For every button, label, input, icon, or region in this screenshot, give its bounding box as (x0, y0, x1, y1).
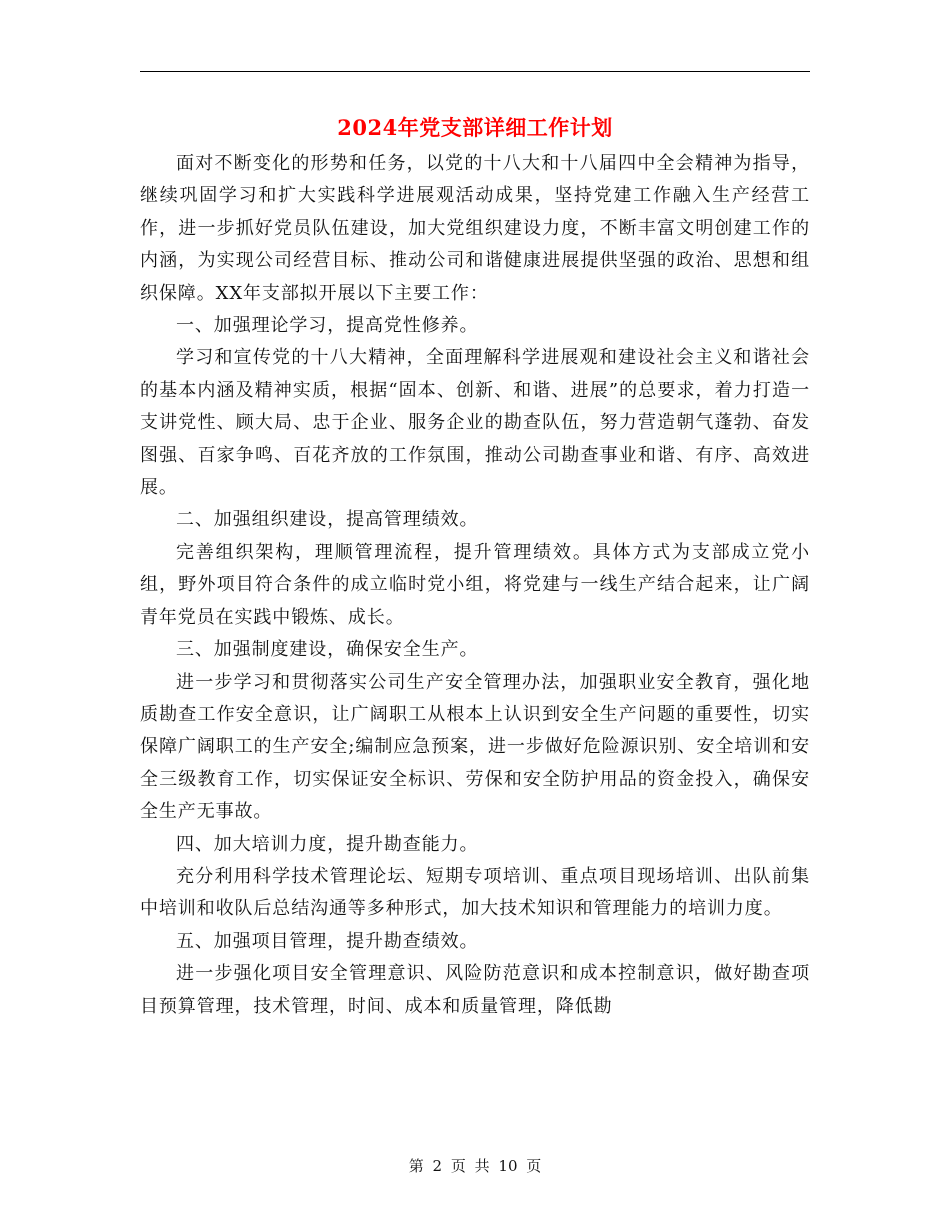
footer-total-label: 共 (474, 1157, 490, 1175)
paragraph-section-2: 完善组织架构，理顺管理流程，提升管理绩效。具体方式为支部成立党小组，野外项目符合条件的成立临时党小组，将党建与一线生产结合起来，让广阔青年党员在实践中锻炼、成长。 (140, 541, 810, 628)
section-heading-3: 三、加强制度建设，确保安全生产。 (176, 639, 479, 661)
footer-page-unit: 页 (450, 1157, 466, 1175)
page-footer (0, 1154, 950, 1178)
section-heading-1: 一、加强理论学习，提高党性修养。 (176, 315, 479, 337)
paragraph-section-4: 充分利用科学技术管理论坛、短期专项培训、重点项目现场培训、出队前集中培训和收队后总结沟通等多种形式，加大技术知识和管理能力的培训力度。 (140, 865, 810, 920)
footer-current-page: 2 (432, 1157, 443, 1175)
paragraph-section-5: 进一步强化项目安全管理意识、风险防范意识和成本控制意识，做好勘查项目预算管理，技术管理，时间、成本和质量管理，降低勘 (140, 963, 810, 1017)
section-heading-2: 二、加强组织建设，提高管理绩效。 (176, 509, 479, 531)
header-rule (140, 71, 810, 72)
paragraph-intro: 面对不断变化的形势和任务，以党的十八大和十八届四中全会精神为指导，继续巩固学习和扩大实践科学进展观活动成果，坚持党建工作融入生产经营工作，进一步抓好党员队伍建设，加大党组织建设力度，不断丰富文明创建工作的内涵，为实现公司经营目标、推动公司和谐健康进展提供坚强的政治、思想和组织保障。XX年支部拟开展以下主要工作： (140, 153, 810, 304)
section-heading-5: 五、加强项目管理，提升勘查绩效。 (176, 930, 479, 952)
footer-total-unit: 页 (526, 1157, 542, 1175)
footer-page-label: 第 (408, 1157, 424, 1175)
section-heading-4: 四、加大培训力度，提升勘查能力。 (176, 833, 479, 855)
document-body (140, 148, 810, 1023)
paragraph-section-3: 进一步学习和贯彻落实公司生产安全管理办法，加强职业安全教育，强化地质勘查工作安全意识，让广阔职工从根本上认识到安全生产问题的重要性，切实保障广阔职工的生产安全;编制应急预案，进一步做好危险源识别、安全培训和安全三级教育工作，切实保证安全标识、劳保和安全防护用品的资金投入，确保安全生产无事故。 (140, 671, 810, 823)
footer-total-pages: 10 (498, 1157, 518, 1175)
paragraph-section-1: 学习和宣传党的十八大精神，全面理解科学进展观和建设社会主义和谐社会的基本内涵及精神实质，根据“固本、创新、和谐、进展”的总要求，着力打造一支讲党性、顾大局、忠于企业、服务企业的勘查队伍，努力营造朝气蓬勃、奋发图强、百家争鸣、百花齐放的工作氛围，推动公司勘查事业和谐、有序、高效进展。 (140, 347, 810, 499)
document-title: 2024年党支部详细工作计划 (337, 115, 613, 140)
